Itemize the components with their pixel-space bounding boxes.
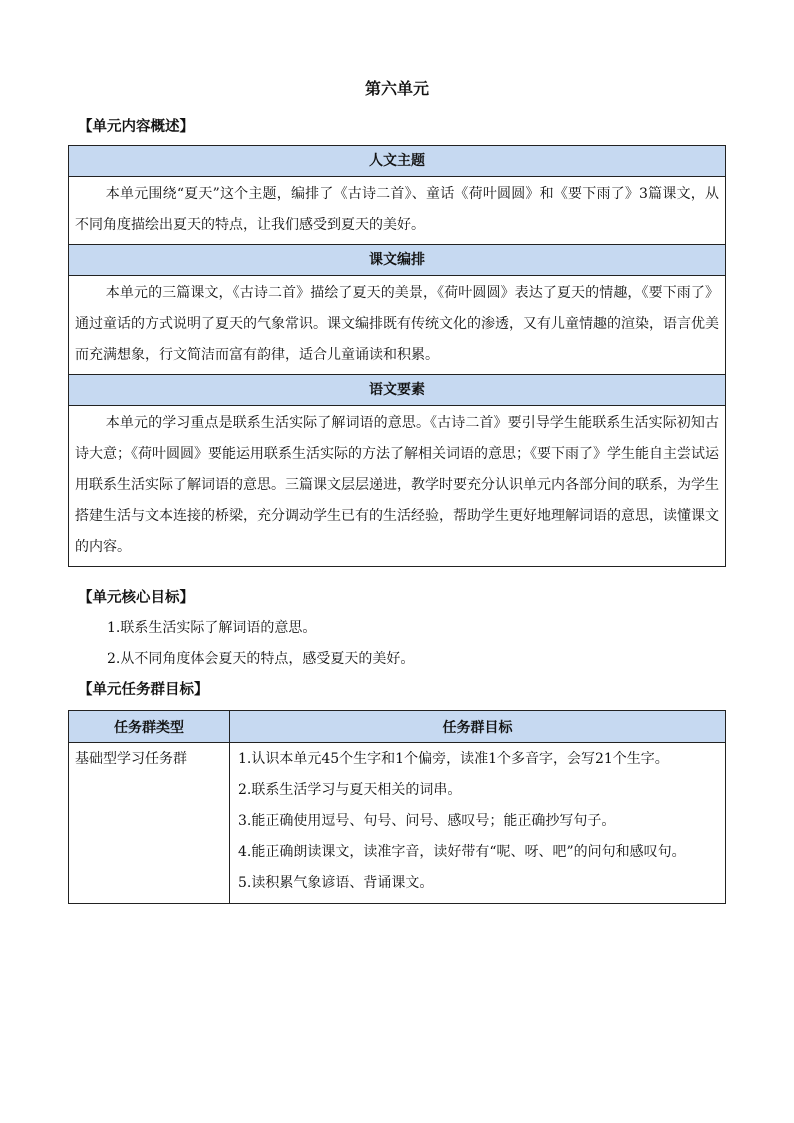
section-title-elements: 语文要素 [69, 375, 725, 406]
section-body-elements: 本单元的学习重点是联系生活实际了解词语的意思。《古诗二首》要引导学生能联系生活实际初知古诗大意；《荷叶圆圆》要能运用联系生活实际的方法了解相关词语的意思；《要下雨了》学生能自主尝试运用联系生活实际了解词语的意思。三篇课文层层递进，教学时要充分认识单元内各部分间的联系，为学生搭建生活与文本连接的桥梁，充分调动学生已有的生活经验，帮助学生更好地理解词语的意思，读懂课文的内容。 [75, 415, 719, 555]
task-goals-cell [230, 743, 726, 904]
core-goals-heading: 【单元核心目标】 [78, 590, 194, 606]
section-body-theme: 本单元围绕“夏天”这个主题，编排了《古诗二首》、童话《荷叶圆圆》和《要下雨了》3篇课文，从不同角度描绘出夏天的特点，让我们感受到夏天的美好。 [69, 177, 725, 245]
table-header-row [69, 711, 726, 743]
task-goals-heading: 【单元任务群目标】 [78, 682, 209, 698]
task-goals-table [68, 710, 726, 904]
core-goal-item-1: 1.联系生活实际了解词语的意思。 [107, 620, 317, 636]
task-type-cell: 基础型学习任务群 [69, 743, 230, 904]
overview-heading: 【单元内容概述】 [78, 119, 194, 135]
task-goal-item: 2.联系生活学习与夏天相关的词串。 [238, 782, 462, 798]
overview-box [68, 145, 726, 567]
task-goal-item: 1.认识本单元45个生字和1个偏旁，读准1个多音字，会写21个生字。 [238, 751, 669, 767]
column-header-type: 任务群类型 [69, 711, 230, 743]
section-title-theme: 人文主题 [69, 146, 725, 177]
column-header-goal: 任务群目标 [230, 711, 726, 743]
section-body-arrangement: 本单元的三篇课文，《古诗二首》描绘了夏天的美景，《荷叶圆圆》表达了夏天的情趣，《要下雨了》通过童话的方式说明了夏天的气象常识。课文编排既有传统文化的渗透，又有儿童情趣的渲染，语言优美而充满想象，行文简洁而富有韵律，适合儿童诵读和积累。 [69, 276, 725, 375]
core-goal-item-2: 2.从不同角度体会夏天的特点，感受夏天的美好。 [107, 651, 415, 667]
task-goal-item: 5.读积累气象谚语、背诵课文。 [238, 875, 434, 891]
page-title: 第六单元 [364, 79, 429, 98]
section-title-arrangement: 课文编排 [69, 245, 725, 276]
task-goal-item: 4.能正确朗读课文，读准字音，读好带有“呢、呀、吧”的问句和感叹句。 [238, 844, 686, 860]
table-row [69, 743, 726, 904]
task-goal-item: 3.能正确使用逗号、句号、问号、感叹号；能正确抄写句子。 [238, 813, 616, 829]
